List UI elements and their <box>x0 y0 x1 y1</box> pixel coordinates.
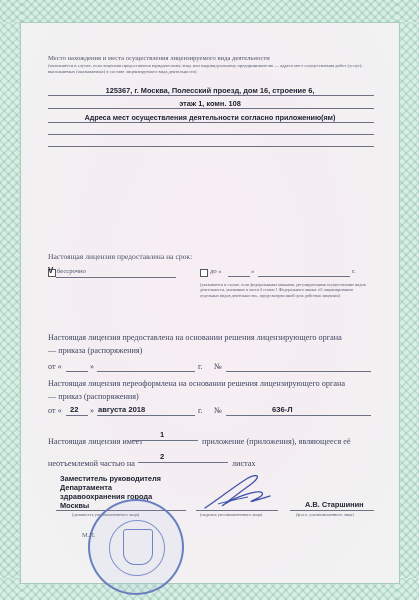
until-day-line <box>228 276 250 277</box>
signature-caption: (подпись уполномоченного лица) <box>200 512 263 517</box>
attachments-sheets-line <box>138 462 228 463</box>
name-caption: (ф.и.о. уполномоченного лица) <box>296 512 354 517</box>
until-note: (указывается в случае, если федеральными законами, регулирующими осуществление видов деятельности, указанных в части 4 статьи 1 Федерального закона «О лицензировании отдельных видов деятельности», предусмотрен иной срок действия лицензии) <box>200 282 366 298</box>
attachments-sheets: 2 <box>160 452 165 461</box>
reissue-from-label: от « <box>48 406 62 415</box>
reissue-year-label: г. <box>198 406 203 415</box>
attachments-count-line <box>132 440 198 441</box>
reissue-number-line <box>226 415 371 416</box>
reissue-number-label: № <box>214 406 222 415</box>
until-year-suffix: г. <box>352 268 356 275</box>
address-line-3: Адреса мест осуществления деятельности согласно приложению(ям) <box>84 113 336 122</box>
basis-month-line <box>97 371 195 372</box>
reissue-text: Настоящая лицензия переоформлена на основании решения лицензирующего органа <box>48 379 345 388</box>
address-line-1: 125367, г. Москва, Полесский проезд, дом 16, строение 6, <box>105 86 315 95</box>
reissue-order-label: — приказ (распоряжения) <box>48 392 139 401</box>
until-quote-close: » <box>251 268 255 275</box>
attachments-part-text: неотъемлемой частью на <box>48 459 135 468</box>
official-seal-stamp <box>88 499 184 595</box>
basis-from-label: от « <box>48 362 62 371</box>
address-underline-2 <box>48 108 374 109</box>
position-line-1: Заместитель руководителя <box>60 474 161 483</box>
basis-year-label: г. <box>198 362 203 371</box>
position-line-3: здравоохранения города <box>60 492 153 501</box>
basis-day-line <box>66 371 88 372</box>
basis-number-label: № <box>214 362 222 371</box>
attachments-text-before: Настоящая лицензия имеет <box>48 437 143 446</box>
address-line-2: этаж 1, комн. 108 <box>179 99 241 108</box>
place-label: Место нахождения и места осуществления лицензируемого вида деятельности <box>48 55 270 62</box>
reissue-day-line <box>66 415 88 416</box>
handwritten-signature <box>200 470 275 515</box>
signer-name: А.В. Старшинин <box>305 500 364 509</box>
reissue-month-line <box>97 415 195 416</box>
address-underline-1 <box>48 95 374 96</box>
basis-number-line <box>226 371 371 372</box>
indefinite-underline <box>56 277 176 278</box>
reissue-number: 636-Л <box>272 405 293 414</box>
coat-of-arms-icon <box>123 529 153 565</box>
position-caption: (должность уполномоченного лица) <box>72 512 140 517</box>
attachments-count: 1 <box>160 430 165 439</box>
address-underline-4 <box>48 134 374 135</box>
indefinite-check-mark: V <box>48 266 54 275</box>
reissue-month-year: августа 2018 <box>98 405 146 414</box>
term-label: Настоящая лицензия предоставлена на срок: <box>48 252 193 261</box>
signature-underline <box>196 510 278 511</box>
place-note: (заполняется в случае, если лицензия предоставлена юридическому лицу или индивидуальному предпринимателю — адреса мест осуществления работ (услуг), выполняемых (оказываемых) в составе лицензируемого вида деятельности) <box>48 63 363 74</box>
position-line-2: Департамента <box>60 483 112 492</box>
indefinite-label: бессрочно <box>57 268 86 275</box>
until-month-line <box>258 276 350 277</box>
reissue-day: 22 <box>70 405 79 414</box>
address-underline-3 <box>48 122 374 123</box>
basis-order-label: — приказа (распоряжения) <box>48 346 143 355</box>
basis-quote-close: » <box>90 362 95 371</box>
position-line-4: Москвы <box>60 501 90 510</box>
name-underline <box>290 510 374 511</box>
attachments-text-after: приложение (приложения), являющееся её <box>202 437 351 446</box>
until-label: до « <box>210 268 222 275</box>
address-underline-5 <box>48 146 374 147</box>
reissue-quote-close: » <box>90 406 95 415</box>
attachments-sheets-label: листах <box>232 459 256 468</box>
mp-label: М.П. <box>82 532 96 539</box>
basis-text: Настоящая лицензия предоставлена на основании решения лицензирующего органа <box>48 333 342 342</box>
until-checkbox <box>200 269 208 277</box>
